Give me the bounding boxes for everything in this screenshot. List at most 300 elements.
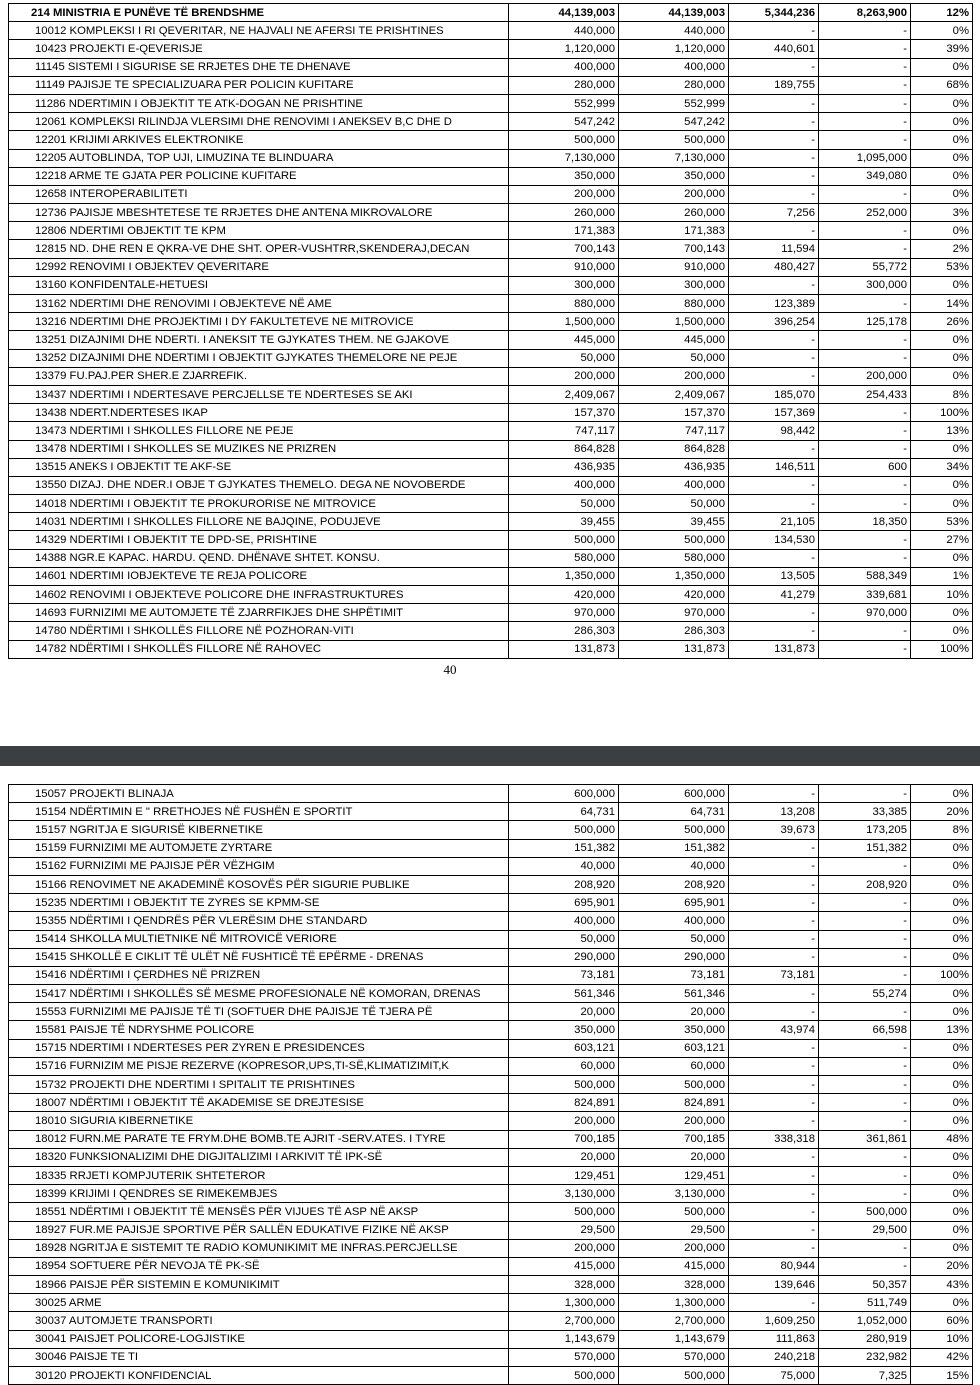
project-name-cell: 12736 PAJISJE MBESHTETESE TE RRJETES DHE ANTENA MIKROVALORE	[9, 204, 509, 222]
spent-cell: -	[729, 349, 819, 367]
table-row	[9, 94, 973, 112]
committed-cell: -	[819, 76, 911, 94]
ministry-committed: 8,263,900	[819, 4, 911, 22]
project-name-cell: 13478 NDERTIMI I SHKOLLES SE MUZIKES NE PRIZREN	[9, 440, 509, 458]
committed-cell: -	[819, 58, 911, 76]
committed-cell: -	[819, 1094, 911, 1112]
spent-cell: -	[729, 1076, 819, 1094]
table-row	[9, 440, 973, 458]
final-budget-cell: 200,000	[619, 1112, 729, 1130]
percent-cell: 0%	[911, 349, 973, 367]
ministry-percent: 12%	[911, 4, 973, 22]
budget-cell: 500,000	[509, 1076, 619, 1094]
table-row	[9, 1003, 973, 1021]
table-row	[9, 930, 973, 948]
spent-cell: -	[729, 948, 819, 966]
budget-cell: 500,000	[509, 531, 619, 549]
budget-cell: 603,121	[509, 1039, 619, 1057]
percent-cell: 0%	[911, 1057, 973, 1075]
budget-cell: 500,000	[509, 131, 619, 149]
table-row	[9, 367, 973, 385]
budget-cell: 552,999	[509, 94, 619, 112]
spent-cell: -	[729, 113, 819, 131]
table-row	[9, 1257, 973, 1275]
budget-cell: 3,130,000	[509, 1185, 619, 1203]
table-row	[9, 803, 973, 821]
committed-cell: 50,357	[819, 1276, 911, 1294]
final-budget-cell: 436,935	[619, 458, 729, 476]
committed-cell: -	[819, 894, 911, 912]
spent-cell: 189,755	[729, 76, 819, 94]
table-row	[9, 295, 973, 313]
percent-cell: 0%	[911, 1294, 973, 1312]
table-row	[9, 875, 973, 893]
table-row	[9, 1130, 973, 1148]
spent-cell: -	[729, 839, 819, 857]
percent-cell: 2%	[911, 240, 973, 258]
final-budget-cell: 1,500,000	[619, 313, 729, 331]
budget-cell: 1,500,000	[509, 313, 619, 331]
committed-cell: -	[819, 331, 911, 349]
final-budget-cell: 580,000	[619, 549, 729, 567]
table-row	[9, 22, 973, 40]
percent-cell: 0%	[911, 1076, 973, 1094]
percent-cell: 0%	[911, 476, 973, 494]
budget-cell: 40,000	[509, 857, 619, 875]
project-name-cell: 14388 NGR.E KAPAC. HARDU. QEND. DHËNAVE SHTET. KONSU.	[9, 549, 509, 567]
percent-cell: 0%	[911, 839, 973, 857]
project-name-cell: 12658 INTEROPERABILITETI	[9, 185, 509, 203]
project-name-cell: 14601 NDERTIMI IOBJEKTEVE TE REJA POLICORE	[9, 567, 509, 585]
percent-cell: 0%	[911, 276, 973, 294]
table-row	[9, 1239, 973, 1257]
final-budget-cell: 50,000	[619, 930, 729, 948]
table-row	[9, 76, 973, 94]
spent-cell: -	[729, 185, 819, 203]
table-row	[9, 495, 973, 513]
budget-cell: 1,120,000	[509, 40, 619, 58]
final-budget-cell: 420,000	[619, 586, 729, 604]
final-budget-cell: 286,303	[619, 622, 729, 640]
project-name-cell: 12061 KOMPLEKSI RILINDJA VLERSIMI DHE RENOVIMI I ANEKSEV B,C DHE D	[9, 113, 509, 131]
final-budget-cell: 561,346	[619, 985, 729, 1003]
budget-cell: 208,920	[509, 875, 619, 893]
percent-cell: 0%	[911, 785, 973, 803]
project-name-cell: 30025 ARME	[9, 1294, 509, 1312]
budget-cell: 260,000	[509, 204, 619, 222]
percent-cell: 1%	[911, 567, 973, 585]
project-name-cell: 30041 PAISJET POLICORE-LOGJISTIKE	[9, 1330, 509, 1348]
final-budget-cell: 129,451	[619, 1166, 729, 1184]
committed-cell: 600	[819, 458, 911, 476]
project-name-cell: 13251 DIZAJNIMI DHE NDERTI. I ANEKSIT TE GJYKATES THEM. NE GJAKOVE	[9, 331, 509, 349]
table-row	[9, 1021, 973, 1039]
table-row	[9, 58, 973, 76]
project-name-cell: 13437 NDERTIMI I NDERTESAVE PERCJELLSE TE NDERTESES SE AKI	[9, 385, 509, 403]
final-budget-cell: 500,000	[619, 131, 729, 149]
spent-cell: -	[729, 440, 819, 458]
final-budget-cell: 29,500	[619, 1221, 729, 1239]
final-budget-cell: 1,120,000	[619, 40, 729, 58]
table-row	[9, 1057, 973, 1075]
budget-cell: 2,700,000	[509, 1312, 619, 1330]
final-budget-cell: 151,382	[619, 839, 729, 857]
percent-cell: 0%	[911, 149, 973, 167]
percent-cell: 15%	[911, 1367, 973, 1385]
committed-cell: -	[819, 1166, 911, 1184]
percent-cell: 100%	[911, 404, 973, 422]
project-name-cell: 15716 FURNIZIM ME PISJE REZERVE (KOPRESOR,UPS,TI-SË,KLIMATIZIMIT,K	[9, 1057, 509, 1075]
project-name-cell: 18399 KRIJIMI I QENDRES SE RIMEKEMBJES	[9, 1185, 509, 1203]
table-row	[9, 513, 973, 531]
percent-cell: 0%	[911, 58, 973, 76]
budget-cell: 39,455	[509, 513, 619, 531]
final-budget-cell: 280,000	[619, 76, 729, 94]
budget-cell: 695,901	[509, 894, 619, 912]
spent-cell: -	[729, 985, 819, 1003]
committed-cell: 55,772	[819, 258, 911, 276]
committed-cell: -	[819, 1257, 911, 1275]
committed-cell: -	[819, 1239, 911, 1257]
budget-cell: 910,000	[509, 258, 619, 276]
project-name-cell: 18928 NGRITJA E SISTEMIT TE RADIO KOMUNIKIMIT ME INFRAS.PERCJELLSE	[9, 1239, 509, 1257]
percent-cell: 0%	[911, 604, 973, 622]
percent-cell: 26%	[911, 313, 973, 331]
project-name-cell: 12218 ARME TE GJATA PER POLICINE KUFITARE	[9, 167, 509, 185]
percent-cell: 0%	[911, 857, 973, 875]
final-budget-cell: 700,185	[619, 1130, 729, 1148]
committed-cell: 1,095,000	[819, 149, 911, 167]
percent-cell: 0%	[911, 1003, 973, 1021]
spent-cell: -	[729, 604, 819, 622]
project-name-cell: 15157 NGRITJA E SIGURISË KIBERNETIKE	[9, 821, 509, 839]
project-name-cell: 15732 PROJEKTI DHE NDERTIMI I SPITALIT TE PRISHTINES	[9, 1076, 509, 1094]
spent-cell: 338,318	[729, 1130, 819, 1148]
spent-cell: -	[729, 331, 819, 349]
final-budget-cell: 500,000	[619, 531, 729, 549]
spent-cell: 80,944	[729, 1257, 819, 1275]
committed-cell: 254,433	[819, 385, 911, 403]
spent-cell: -	[729, 1112, 819, 1130]
committed-cell: -	[819, 349, 911, 367]
table-row	[9, 1166, 973, 1184]
final-budget-cell: 20,000	[619, 1003, 729, 1021]
final-budget-cell: 7,130,000	[619, 149, 729, 167]
project-name-cell: 18007 NDËRTIMI I OBJEKTIT TË AKADEMISE SE DREJTESISE	[9, 1094, 509, 1112]
final-budget-cell: 50,000	[619, 495, 729, 513]
spent-cell: 123,389	[729, 295, 819, 313]
project-name-cell: 14031 NDERTIMI I SHKOLLES FILLORE NE BAJQINE, PODUJEVE	[9, 513, 509, 531]
project-name-cell: 13473 NDERTIMI I SHKOLLES FILLORE NE PEJE	[9, 422, 509, 440]
spent-cell: -	[729, 1094, 819, 1112]
committed-cell: -	[819, 912, 911, 930]
project-name-cell: 15159 FURNIZIMI ME AUTOMJETE ZYRTARE	[9, 839, 509, 857]
table-row	[9, 1203, 973, 1221]
document-page-lower	[0, 766, 980, 1385]
percent-cell: 0%	[911, 1185, 973, 1203]
final-budget-cell: 260,000	[619, 204, 729, 222]
spent-cell: -	[729, 276, 819, 294]
ministry-spent: 5,344,236	[729, 4, 819, 22]
project-name-cell: 10423 PROJEKTI E-QEVERISJE	[9, 40, 509, 58]
final-budget-cell: 970,000	[619, 604, 729, 622]
committed-cell: -	[819, 531, 911, 549]
spent-cell: 131,873	[729, 640, 819, 658]
spent-cell: 146,511	[729, 458, 819, 476]
budget-cell: 2,409,067	[509, 385, 619, 403]
committed-cell: 511,749	[819, 1294, 911, 1312]
budget-cell: 73,181	[509, 966, 619, 984]
spent-cell: 7,256	[729, 204, 819, 222]
percent-cell: 43%	[911, 1276, 973, 1294]
project-name-cell: 13160 KONFIDENTALE-HETUESI	[9, 276, 509, 294]
budget-cell: 547,242	[509, 113, 619, 131]
project-name-cell: 18320 FUNKSIONALIZIMI DHE DIGJITALIZIMI I ARKIVIT TË IPK-SË	[9, 1148, 509, 1166]
table-row	[9, 331, 973, 349]
spent-cell: -	[729, 875, 819, 893]
committed-cell: 361,861	[819, 1130, 911, 1148]
final-budget-cell: 700,143	[619, 240, 729, 258]
budget-cell: 7,130,000	[509, 149, 619, 167]
committed-cell: -	[819, 857, 911, 875]
spent-cell: 39,673	[729, 821, 819, 839]
final-budget-cell: 400,000	[619, 912, 729, 930]
table-row	[9, 821, 973, 839]
table-row	[9, 385, 973, 403]
final-budget-cell: 350,000	[619, 1021, 729, 1039]
percent-cell: 68%	[911, 76, 973, 94]
percent-cell: 0%	[911, 930, 973, 948]
table-row	[9, 113, 973, 131]
project-name-cell: 18954 SOFTUERE PËR NEVOJA TË PK-SË	[9, 1257, 509, 1275]
percent-cell: 3%	[911, 204, 973, 222]
final-budget-cell: 157,370	[619, 404, 729, 422]
spent-cell: -	[729, 495, 819, 513]
spent-cell: -	[729, 912, 819, 930]
spent-cell: 73,181	[729, 966, 819, 984]
table-row	[9, 1367, 973, 1385]
committed-cell: -	[819, 113, 911, 131]
table-row	[9, 1094, 973, 1112]
final-budget-cell: 64,731	[619, 803, 729, 821]
budget-cell: 400,000	[509, 912, 619, 930]
project-name-cell: 14329 NDERTIMI I OBJEKTIT TE DPD-SE, PRISHTINE	[9, 531, 509, 549]
percent-cell: 0%	[911, 495, 973, 513]
final-budget-cell: 200,000	[619, 185, 729, 203]
percent-cell: 42%	[911, 1348, 973, 1366]
final-budget-cell: 400,000	[619, 476, 729, 494]
spent-cell: 41,279	[729, 586, 819, 604]
budget-cell: 700,143	[509, 240, 619, 258]
percent-cell: 8%	[911, 385, 973, 403]
budget-cell: 300,000	[509, 276, 619, 294]
committed-cell: -	[819, 422, 911, 440]
final-budget-cell: 73,181	[619, 966, 729, 984]
percent-cell: 20%	[911, 1257, 973, 1275]
project-name-cell: 14018 NDERTIMI I OBJEKTIT TE PROKURORISE NE MITROVICE	[9, 495, 509, 513]
percent-cell: 0%	[911, 549, 973, 567]
table-row	[9, 1294, 973, 1312]
percent-cell: 0%	[911, 185, 973, 203]
spent-cell: -	[729, 167, 819, 185]
project-name-cell: 14782 NDËRTIMI I SHKOLLËS FILLORE NË RAHOVEC	[9, 640, 509, 658]
committed-cell: -	[819, 22, 911, 40]
committed-cell: 151,382	[819, 839, 911, 857]
spent-cell: -	[729, 58, 819, 76]
committed-cell: -	[819, 966, 911, 984]
spent-cell: 157,369	[729, 404, 819, 422]
table-row	[9, 204, 973, 222]
spent-cell: -	[729, 857, 819, 875]
committed-cell: 970,000	[819, 604, 911, 622]
budget-cell: 420,000	[509, 586, 619, 604]
spent-cell: -	[729, 1185, 819, 1203]
spent-cell: 396,254	[729, 313, 819, 331]
budget-cell: 171,383	[509, 222, 619, 240]
table-row	[9, 985, 973, 1003]
committed-cell: -	[819, 622, 911, 640]
table-row	[9, 185, 973, 203]
final-budget-cell: 2,700,000	[619, 1312, 729, 1330]
budget-cell: 350,000	[509, 167, 619, 185]
project-name-cell: 12201 KRIJIMI ARKIVES ELEKTRONIKE	[9, 131, 509, 149]
table-row	[9, 422, 973, 440]
spent-cell: 440,601	[729, 40, 819, 58]
table-row	[9, 476, 973, 494]
committed-cell: 500,000	[819, 1203, 911, 1221]
committed-cell: 349,080	[819, 167, 911, 185]
spent-cell: -	[729, 549, 819, 567]
ministry-name: 214 MINISTRIA E PUNËVE TË BRENDSHME	[9, 4, 509, 22]
spent-cell: -	[729, 1294, 819, 1312]
spent-cell: 13,208	[729, 803, 819, 821]
spent-cell: -	[729, 1057, 819, 1075]
spent-cell: -	[729, 94, 819, 112]
budget-cell: 29,500	[509, 1221, 619, 1239]
project-name-cell: 15154 NDËRTIMIN E " RRETHOJES NË FUSHËN E SPORTIT	[9, 803, 509, 821]
budget-cell: 561,346	[509, 985, 619, 1003]
budget-cell: 824,891	[509, 1094, 619, 1112]
final-budget-cell: 60,000	[619, 1057, 729, 1075]
final-budget-cell: 1,300,000	[619, 1294, 729, 1312]
page-number: 40	[443, 662, 457, 677]
percent-cell: 0%	[911, 1039, 973, 1057]
final-budget-cell: 1,350,000	[619, 567, 729, 585]
committed-cell: -	[819, 1076, 911, 1094]
committed-cell: -	[819, 549, 911, 567]
final-budget-cell: 171,383	[619, 222, 729, 240]
final-budget-cell: 300,000	[619, 276, 729, 294]
committed-cell: -	[819, 440, 911, 458]
budget-cell: 500,000	[509, 1367, 619, 1385]
project-name-cell: 13438 NDERT.NDERTESES IKAP	[9, 404, 509, 422]
final-budget-cell: 603,121	[619, 1039, 729, 1057]
committed-cell: 55,274	[819, 985, 911, 1003]
project-name-cell: 15057 PROJEKTI BLINAJA	[9, 785, 509, 803]
budget-cell: 415,000	[509, 1257, 619, 1275]
percent-cell: 39%	[911, 40, 973, 58]
budget-cell: 864,828	[509, 440, 619, 458]
final-budget-cell: 824,891	[619, 1094, 729, 1112]
spent-cell: -	[729, 1239, 819, 1257]
project-name-cell: 15715 NDERTIMI I NDERTESES PER ZYREN E PRESIDENCES	[9, 1039, 509, 1057]
budget-cell: 400,000	[509, 58, 619, 76]
spent-cell: 1,609,250	[729, 1312, 819, 1330]
table-row	[9, 966, 973, 984]
spent-cell: -	[729, 622, 819, 640]
committed-cell: 125,178	[819, 313, 911, 331]
committed-cell: 339,681	[819, 586, 911, 604]
project-name-cell: 15235 NDERTIMI I OBJEKTIT TE ZYRES SE KPMM-SE	[9, 894, 509, 912]
spent-cell: 134,530	[729, 531, 819, 549]
spent-cell: 480,427	[729, 258, 819, 276]
percent-cell: 0%	[911, 1166, 973, 1184]
spent-cell: 185,070	[729, 385, 819, 403]
project-name-cell: 13379 FU.PAJ.PER SHER.E ZJARREFIK.	[9, 367, 509, 385]
committed-cell: 18,350	[819, 513, 911, 531]
budget-cell: 570,000	[509, 1348, 619, 1366]
committed-cell: -	[819, 40, 911, 58]
budget-cell: 200,000	[509, 367, 619, 385]
project-name-cell: 15581 PAISJE TË NDRYSHME POLICORE	[9, 1021, 509, 1039]
table-row	[9, 1276, 973, 1294]
table-row	[9, 567, 973, 585]
project-name-cell: 10012 KOMPLEKSI I RI QEVERITAR, NE HAJVALI NE AFERSI TE PRISHTINES	[9, 22, 509, 40]
percent-cell: 0%	[911, 1203, 973, 1221]
spent-cell: 98,442	[729, 422, 819, 440]
table-row	[9, 458, 973, 476]
percent-cell: 0%	[911, 131, 973, 149]
percent-cell: 10%	[911, 586, 973, 604]
budget-cell: 440,000	[509, 22, 619, 40]
committed-cell: 252,000	[819, 204, 911, 222]
table-row	[9, 948, 973, 966]
budget-cell: 20,000	[509, 1003, 619, 1021]
table-row	[9, 785, 973, 803]
table-row	[9, 40, 973, 58]
project-name-cell: 13550 DIZAJ. DHE NDER.I OBJE T GJYKATES THEMELO. DEGA NE NOVOBERDE	[9, 476, 509, 494]
table-row	[9, 1348, 973, 1366]
committed-cell: 208,920	[819, 875, 911, 893]
percent-cell: 8%	[911, 821, 973, 839]
budget-cell: 400,000	[509, 476, 619, 494]
table-row	[9, 131, 973, 149]
page-separator	[0, 746, 980, 766]
committed-cell: -	[819, 1039, 911, 1057]
budget-cell: 747,117	[509, 422, 619, 440]
table-row	[9, 622, 973, 640]
final-budget-cell: 500,000	[619, 1367, 729, 1385]
spent-cell: 43,974	[729, 1021, 819, 1039]
project-name-cell: 15166 RENOVIMET NE AKADEMINË KOSOVËS PËR SIGURIE PUBLIKE	[9, 875, 509, 893]
budget-cell: 1,300,000	[509, 1294, 619, 1312]
budget-cell: 50,000	[509, 495, 619, 513]
final-budget-cell: 400,000	[619, 58, 729, 76]
table-row	[9, 1039, 973, 1057]
final-budget-cell: 350,000	[619, 167, 729, 185]
project-name-cell: 11145 SISTEMI I SIGURISE SE RRJETES DHE TE DHENAVE	[9, 58, 509, 76]
spent-cell: 111,863	[729, 1330, 819, 1348]
committed-cell: -	[819, 295, 911, 313]
budget-cell: 700,185	[509, 1130, 619, 1148]
committed-cell: 173,205	[819, 821, 911, 839]
spent-cell: -	[729, 894, 819, 912]
spent-cell: -	[729, 1203, 819, 1221]
project-name-cell: 18551 NDËRTIMI I OBJEKTIT TË MENSËS PËR VIJUES TË ASP NË AKSP	[9, 1203, 509, 1221]
spent-cell: -	[729, 476, 819, 494]
final-budget-cell: 445,000	[619, 331, 729, 349]
final-budget-cell: 500,000	[619, 821, 729, 839]
